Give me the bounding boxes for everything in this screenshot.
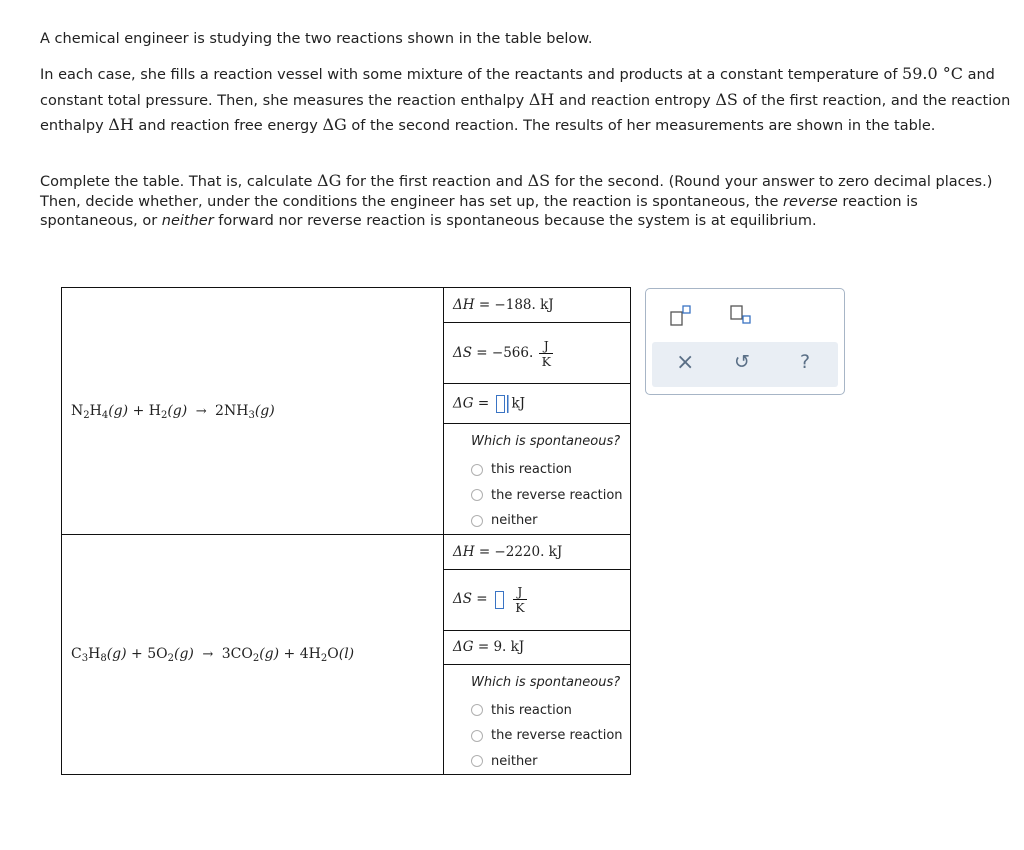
formula-part: O bbox=[156, 646, 168, 663]
phase: (g) bbox=[106, 646, 127, 663]
dg-answer-input[interactable] bbox=[496, 395, 505, 413]
reaction-2-dh-cell bbox=[444, 534, 631, 569]
reaction-1-equation bbox=[62, 288, 444, 535]
reaction-2-equation bbox=[62, 534, 444, 775]
spontaneity-question: Which is spontaneous? bbox=[471, 434, 621, 449]
plus-sign: + bbox=[283, 646, 296, 663]
option-label: the reverse reaction bbox=[491, 728, 623, 744]
plus-sign: + bbox=[132, 402, 145, 419]
coefficient: 3 bbox=[221, 646, 231, 663]
option-reverse-reaction[interactable] bbox=[471, 723, 630, 749]
p3-text: reaction is spontaneous, or bbox=[40, 193, 918, 229]
reaction-2-dg-cell bbox=[444, 630, 631, 664]
coefficient: 2 bbox=[215, 402, 224, 419]
problem-intro bbox=[40, 28, 1015, 50]
reactions-table bbox=[61, 287, 631, 775]
subscript: 2 bbox=[252, 653, 260, 665]
radio-button[interactable] bbox=[471, 489, 483, 501]
radio-button[interactable] bbox=[471, 704, 483, 716]
delta-s-symbol: ΔS bbox=[527, 171, 551, 190]
reaction-2-ds-cell bbox=[444, 569, 631, 630]
ds-value: −566. bbox=[491, 344, 534, 361]
superscript-button[interactable] bbox=[670, 305, 692, 331]
dg-unit: kJ bbox=[511, 395, 526, 411]
option-reverse-reaction[interactable] bbox=[471, 483, 630, 509]
reaction-arrow: → bbox=[202, 647, 214, 663]
math-toolbox bbox=[645, 288, 845, 395]
reverse-emphasis: reverse bbox=[782, 193, 838, 210]
reaction-1-ds-cell bbox=[444, 323, 631, 384]
subscript: 3 bbox=[81, 653, 89, 665]
formula-part: N bbox=[71, 402, 84, 419]
p3-text: forward nor reverse reaction is spontaneous because the system is at equilibrium. bbox=[213, 213, 817, 229]
option-label: this reaction bbox=[491, 702, 572, 718]
p3-text: for the first reaction and bbox=[341, 174, 528, 190]
radio-button[interactable] bbox=[471, 755, 483, 767]
unit-fraction bbox=[513, 584, 527, 615]
reaction-1-dg-cell bbox=[444, 384, 631, 424]
option-label: this reaction bbox=[491, 462, 572, 478]
phase: (g) bbox=[167, 402, 188, 419]
option-this-reaction[interactable] bbox=[471, 698, 630, 724]
subscript: 2 bbox=[160, 409, 168, 421]
p2-text: and reaction free energy bbox=[133, 118, 323, 134]
formula-part: H bbox=[148, 402, 161, 419]
subscript: 8 bbox=[100, 653, 107, 665]
problem-paragraph-3 bbox=[40, 171, 1015, 232]
undo-icon[interactable]: ↺ bbox=[734, 351, 750, 373]
formula-part: H bbox=[308, 646, 321, 663]
option-label: neither bbox=[491, 513, 538, 529]
clear-icon[interactable]: × bbox=[676, 350, 695, 375]
phase: (g) bbox=[108, 402, 129, 419]
dh-label: ΔH = bbox=[453, 543, 491, 560]
ds-label: ΔS = bbox=[453, 344, 488, 361]
dg-label: ΔG = bbox=[453, 395, 490, 411]
p2-text: and constant total pressure. Then, she measures the reaction enthalpy bbox=[40, 67, 995, 109]
ds-answer-input[interactable] bbox=[495, 591, 504, 609]
subscript-button[interactable] bbox=[730, 305, 752, 331]
dh-label: ΔH = bbox=[453, 297, 491, 313]
subscript-icon bbox=[730, 305, 752, 327]
neither-emphasis: neither bbox=[161, 213, 214, 229]
p3-text: for the second. (Round your answer to zero decimal places.) Then, decide whether, under the conditions the engineer has set up, the reaction is spontaneous, the bbox=[40, 174, 993, 210]
dg-value: 9. kJ bbox=[493, 639, 525, 655]
reaction-1-spontaneity-cell bbox=[444, 424, 631, 535]
coefficient: 5 bbox=[147, 646, 157, 663]
phase: (g) bbox=[174, 646, 194, 663]
intro-line: A chemical engineer is studying the two reactions shown in the table below. bbox=[40, 31, 593, 47]
option-this-reaction[interactable] bbox=[471, 457, 630, 483]
spontaneity-question: Which is spontaneous? bbox=[471, 674, 621, 690]
formula-part: CO bbox=[230, 646, 253, 663]
coefficient: 4 bbox=[299, 646, 309, 663]
help-icon[interactable]: ? bbox=[800, 351, 811, 373]
subscript: 2 bbox=[167, 653, 174, 665]
formula-part: NH bbox=[223, 402, 249, 419]
p2-text: of the second reaction. The results of her measurements are shown in the table. bbox=[346, 118, 936, 134]
unit-numerator: J bbox=[517, 584, 523, 599]
plus-sign: + bbox=[131, 646, 143, 663]
option-label: the reverse reaction bbox=[491, 487, 623, 503]
delta-s-symbol: ΔS bbox=[715, 89, 738, 109]
subscript: 4 bbox=[101, 409, 109, 421]
p2-text: and reaction entropy bbox=[554, 92, 716, 109]
p2-text: of the first reaction, and the reaction enthalpy bbox=[40, 92, 1011, 134]
phase: (g) bbox=[259, 646, 280, 663]
dh-value: −2220. kJ bbox=[494, 543, 563, 560]
unit-denominator: K bbox=[515, 600, 525, 615]
subscript: 2 bbox=[320, 653, 328, 665]
p3-text: Complete the table. That is, calculate bbox=[40, 174, 318, 190]
formula-part: H bbox=[88, 646, 101, 663]
reaction-1-dh-cell bbox=[444, 288, 631, 323]
formula-part: H bbox=[89, 402, 102, 419]
radio-button[interactable] bbox=[471, 730, 483, 742]
problem-paragraph-2 bbox=[40, 62, 1015, 139]
formula-part: O bbox=[327, 646, 339, 663]
unit-fraction bbox=[539, 338, 553, 369]
temperature-value: 59.0 °C bbox=[902, 64, 963, 83]
delta-g-symbol: ΔG bbox=[317, 171, 342, 190]
reaction-2-spontaneity-cell bbox=[444, 664, 631, 775]
unit-denominator: K bbox=[541, 353, 551, 369]
radio-button[interactable] bbox=[471, 515, 483, 527]
phase: (g) bbox=[254, 402, 275, 419]
superscript-icon bbox=[670, 305, 692, 327]
delta-h-symbol: ΔH bbox=[108, 115, 134, 134]
p2-text: In each case, she fills a reaction vessel with some mixture of the reactants and products at a constant temperature of bbox=[40, 67, 903, 83]
reaction-arrow: → bbox=[195, 403, 207, 419]
formula-part: C bbox=[71, 646, 82, 663]
subscript: 2 bbox=[83, 409, 90, 421]
toolbox-actions bbox=[652, 342, 838, 387]
delta-g-symbol: ΔG bbox=[322, 115, 347, 134]
phase: (l) bbox=[338, 646, 355, 663]
delta-h-symbol: ΔH bbox=[528, 89, 555, 109]
dg-label: ΔG = bbox=[453, 639, 490, 655]
option-neither[interactable] bbox=[471, 749, 630, 775]
unit-numerator: J bbox=[543, 337, 549, 353]
ds-label: ΔS = bbox=[453, 591, 488, 607]
subscript: 3 bbox=[248, 409, 255, 421]
option-neither[interactable] bbox=[471, 508, 630, 534]
radio-button[interactable] bbox=[471, 464, 483, 476]
option-label: neither bbox=[491, 753, 538, 769]
dh-value: −188. kJ bbox=[494, 297, 554, 313]
